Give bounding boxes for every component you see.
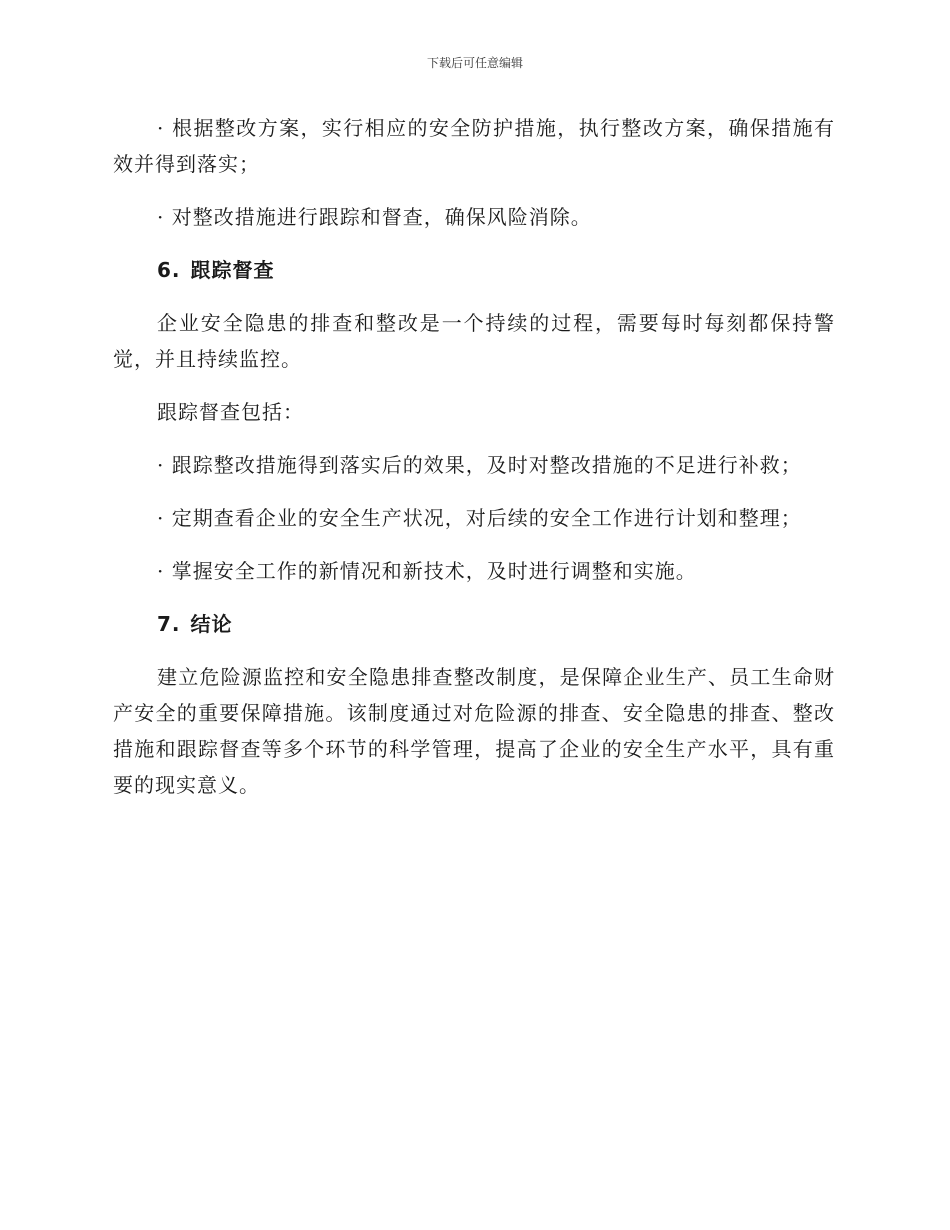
bullet-item: · 定期查看企业的安全生产状况，对后续的安全工作进行计划和整理； — [157, 506, 802, 530]
section-number: 6. — [157, 258, 181, 282]
section-number: 7. — [157, 612, 181, 636]
bullet-item: · 对整改措施进行跟踪和督查，确保风险消除。 — [157, 205, 592, 229]
bullet-item: · 跟踪整改措施得到落实后的效果，及时对整改措施的不足进行补救； — [157, 453, 802, 477]
paragraph: 建立危险源监控和安全隐患排查整改制度，是保障企业生产、员工生命财产安全的重要保障措施。该制度通过对危险源的排查、安全隐患的排查、整改措施和跟踪督查等多个环节的科学管理，提高了企业的安全生产水平，具有重要的现实意义。 — [113, 665, 835, 797]
bullet-item: · 根据整改方案，实行相应的安全防护措施，执行整改方案，确保措施有效并得到落实； — [113, 116, 835, 176]
document-body — [113, 110, 835, 820]
paragraph: 跟踪督查包括： — [157, 400, 304, 424]
section-heading — [113, 606, 835, 642]
page-header: 下载后可任意编辑 — [426, 56, 523, 70]
section-title: 跟踪督查 — [190, 258, 275, 282]
section-title: 结论 — [190, 612, 233, 636]
paragraph: 企业安全隐患的排查和整改是一个持续的过程，需要每时每刻都保持警觉，并且持续监控。 — [113, 311, 835, 371]
section-heading — [113, 252, 835, 288]
bullet-item: · 掌握安全工作的新情况和新技术，及时进行调整和实施。 — [157, 559, 697, 583]
